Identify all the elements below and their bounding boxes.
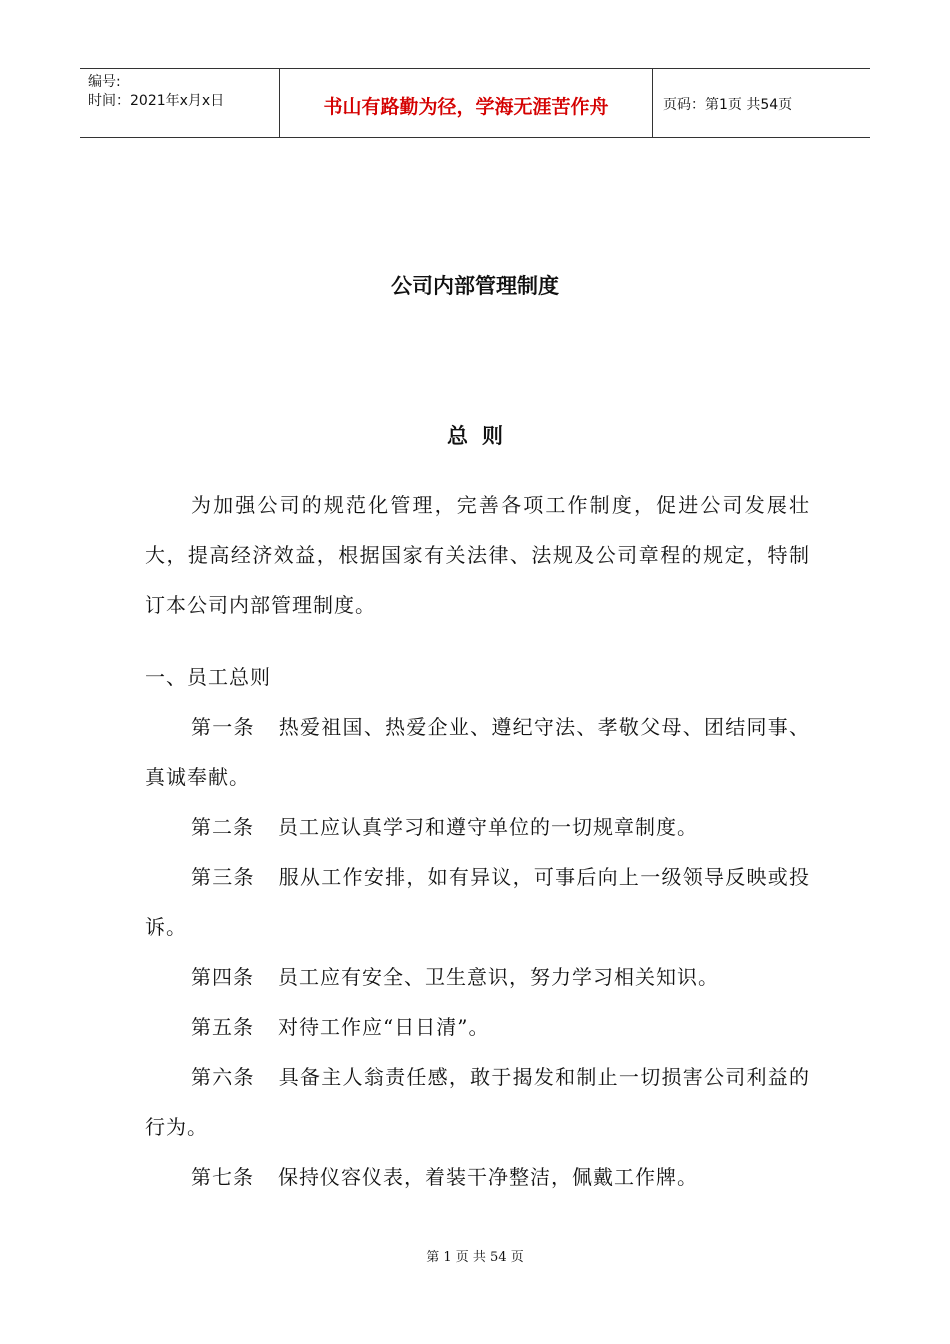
header-motto: 书山有路勤为径，学海无涯苦作舟 — [323, 95, 609, 118]
article-text: 服从工作安排，如有异议，可事后向上一级领导反映或投诉。 — [145, 865, 811, 939]
article-number: 第五条 — [191, 1015, 254, 1039]
footer-page-number: 第 1 页 共 54 页 — [426, 1250, 524, 1265]
intro-paragraph: 为加强公司的规范化管理，完善各项工作制度，促进公司发展壮大，提高经济效益，根据国家有关法律、法规及公司章程的规定，特制订本公司内部管理制度。 — [145, 493, 810, 617]
article-number: 第二条 — [191, 815, 254, 839]
article-number: 第一条 — [191, 715, 255, 739]
article-item — [145, 1152, 810, 1202]
article-number: 第六条 — [191, 1065, 255, 1089]
article-text: 员工应认真学习和遵守单位的一切规章制度。 — [278, 815, 698, 839]
document-title: 公司内部管理制度 — [391, 274, 559, 298]
chapter-block — [145, 652, 810, 1202]
document-number-label: 编号: — [88, 74, 121, 90]
article-item — [145, 802, 810, 852]
article-text: 热爱祖国、热爱企业、遵纪守法、孝敬父母、团结同事、真诚奉献。 — [145, 715, 811, 789]
header-page-cell — [653, 69, 870, 137]
document-time-label: 时间：2021年x月x日 — [88, 93, 225, 109]
header-motto-cell — [280, 69, 653, 137]
chapter-title: 一、员工总则 — [145, 665, 271, 689]
intro-block — [145, 480, 810, 630]
article-item — [145, 1052, 810, 1152]
page-footer — [0, 1246, 950, 1265]
page-header — [80, 68, 870, 138]
article-text: 具备主人翁责任感，敢于揭发和制止一切损害公司利益的行为。 — [145, 1065, 811, 1139]
article-text: 保持仪容仪表，着装干净整洁，佩戴工作牌。 — [278, 1165, 698, 1189]
header-page-info: 页码：第1页 共54页 — [663, 97, 793, 113]
article-number: 第四条 — [191, 965, 254, 989]
article-number: 第三条 — [191, 865, 255, 889]
article-item — [145, 702, 810, 802]
article-item — [145, 852, 810, 952]
section-title: 总则 — [447, 424, 517, 448]
article-item — [145, 952, 810, 1002]
article-number: 第七条 — [191, 1165, 254, 1189]
article-text: 员工应有安全、卫生意识，努力学习相关知识。 — [278, 965, 719, 989]
header-meta-cell — [80, 69, 280, 137]
article-text: 对待工作应“日日清”。 — [278, 1015, 490, 1039]
article-item — [145, 1002, 810, 1052]
